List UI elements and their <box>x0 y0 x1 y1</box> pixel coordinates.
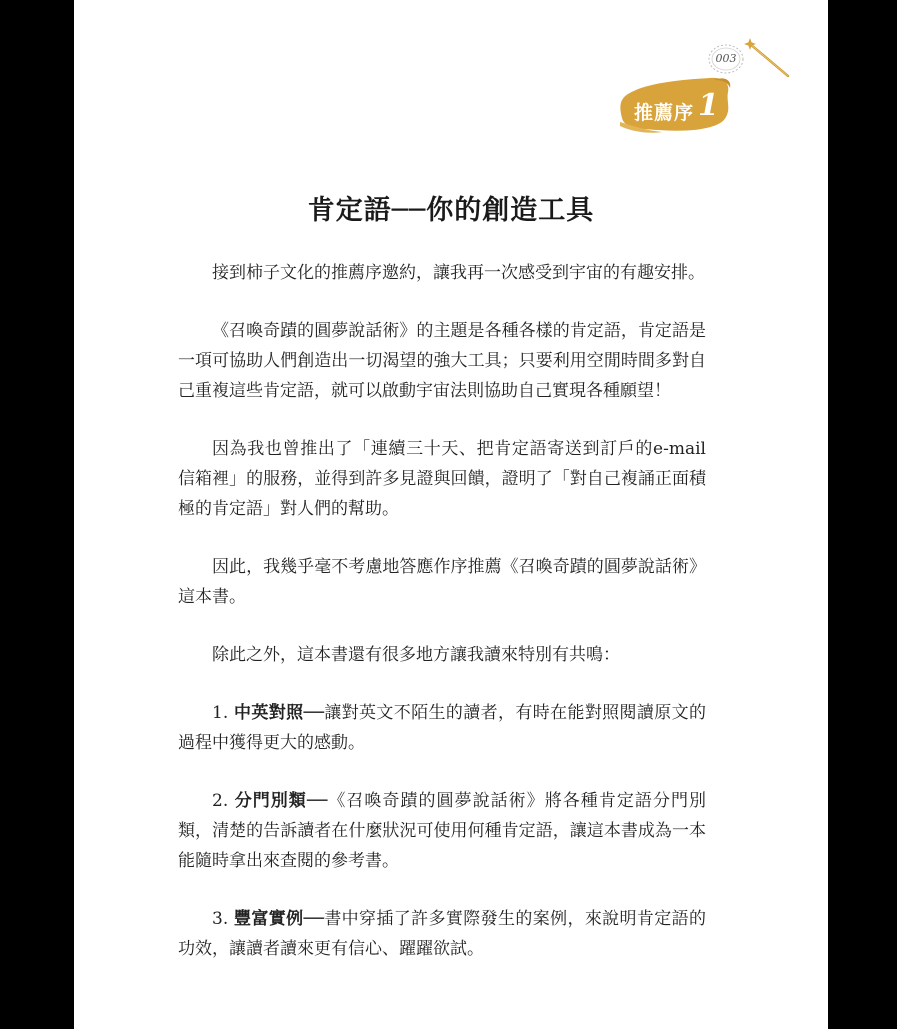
chapter-title: 肯定語──你的創造工具 <box>307 195 595 226</box>
list-item-1 <box>178 698 706 758</box>
paragraph-4: 因此，我幾乎毫不考慮地答應作序推薦《召喚奇蹟的圓夢說話術》這本書。 <box>178 557 706 607</box>
book-page <box>74 0 828 1029</box>
section-badge <box>614 70 734 138</box>
list-item-term: 豐富實例 <box>234 909 304 929</box>
list-item-text: ──書中穿插了許多實際發生的案例，來說明肯定語的功效，讓讀者讀來更有信心、躍躍欲試。 <box>178 909 707 959</box>
body-text <box>178 258 706 992</box>
list-item-term: 分門別類 <box>234 791 307 811</box>
section-label: 推薦序 <box>634 102 695 124</box>
paragraph-3: 因為我也曾推出了「連續三十天、把肯定語寄送到訂戶的e-mail信箱裡」的服務，並得到許多見證與回饋，證明了「對自己複誦正面積極的肯定語」對人們的幫助。 <box>178 439 706 519</box>
page-number: 003 <box>715 52 737 65</box>
paragraph-5: 除此之外，這本書還有很多地方讓我讀來特別有共鳴： <box>212 645 620 665</box>
list-item-text: ──讓對英文不陌生的讀者，有時在能對照閱讀原文的過程中獲得更大的感動。 <box>178 703 707 753</box>
list-item-term: 中英對照 <box>234 703 304 723</box>
list-item-number: 3. <box>212 909 229 929</box>
list-item-2 <box>178 786 706 876</box>
magic-wand-icon <box>742 36 794 82</box>
list-item-3 <box>178 904 706 964</box>
list-item-number: 2. <box>212 791 229 811</box>
paragraph-2: 《召喚奇蹟的圓夢說話術》的主題是各種各樣的肯定語，肯定語是一項可協助人們創造出一切渴望的強大工具；只要利用空閒時間多對自己重複這些肯定語，就可以啟動宇宙法則協助自己實現各種願望！ <box>178 321 706 401</box>
paragraph-1: 接到柿子文化的推薦序邀約，讓我再一次感受到宇宙的有趣安排。 <box>212 263 705 283</box>
section-number: 1 <box>698 88 719 123</box>
list-item-text: ──《召喚奇蹟的圓夢說話術》將各種肯定語分門別類，清楚的告訴讀者在什麼狀況可使用何種肯定語，讓這本書成為一本能隨時拿出來查閱的參考書。 <box>178 791 707 871</box>
list-item-number: 1. <box>212 703 229 723</box>
